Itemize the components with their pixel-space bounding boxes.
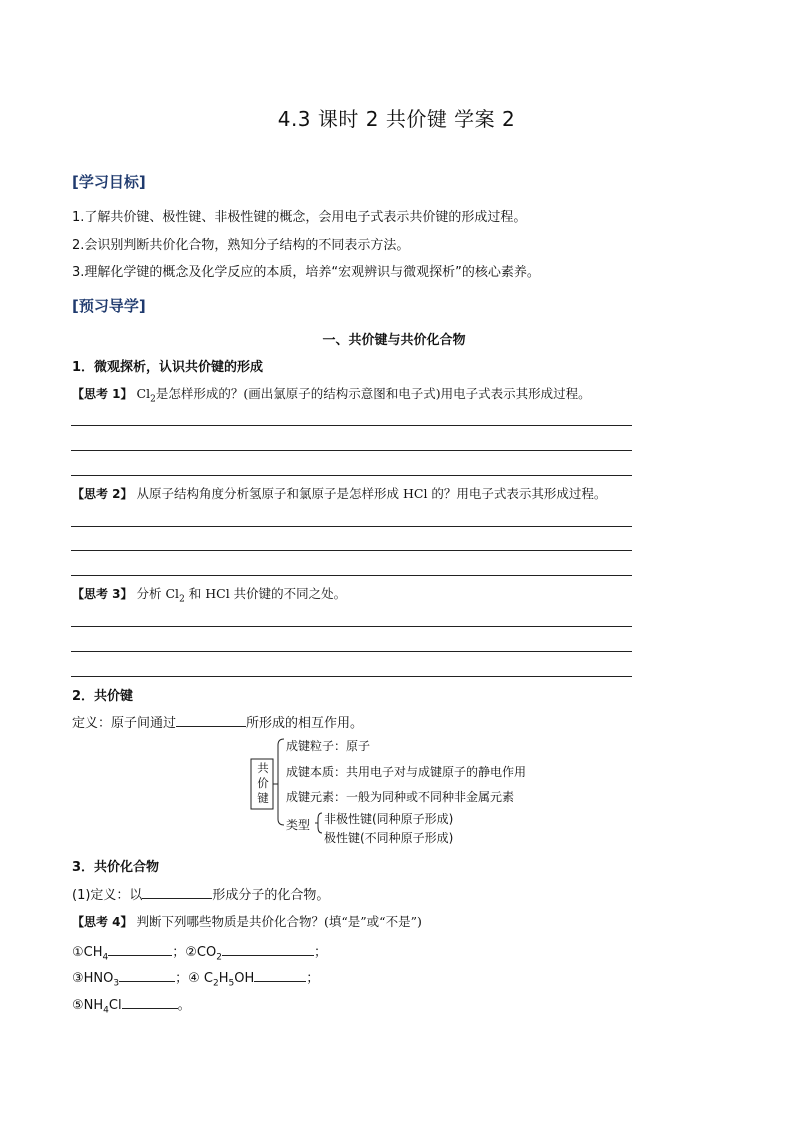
think-2-text: 从原子结构角度分析氢原子和氯原子是怎样形成 HCl 的？用电子式表示其形成过程。: [136, 486, 607, 501]
item-ethanol: ；④ C: [175, 971, 213, 986]
think-3: [72, 584, 346, 605]
objectives-heading: [学习目标]: [72, 173, 146, 191]
answer-line[interactable]: [71, 550, 632, 551]
answer-row-3: [72, 994, 191, 1016]
fill-blank[interactable]: [122, 995, 178, 1009]
diagram-root-char: 键: [257, 791, 269, 805]
think-3-text-b: 和 HCl 共价键的不同之处。: [184, 586, 347, 601]
answer-line[interactable]: [71, 676, 632, 677]
think-3-tag: 【思考 3】: [72, 587, 133, 601]
item-ethanol-sub: 2: [213, 978, 219, 989]
item-hno3-sub: 3: [113, 978, 120, 989]
diagram-type-label: 类型: [286, 818, 311, 832]
separator: ；: [313, 945, 327, 960]
fill-blank[interactable]: [222, 942, 314, 956]
think-1-text-a: Cl: [136, 386, 151, 401]
fill-blank[interactable]: [142, 885, 212, 899]
answer-line[interactable]: [71, 575, 632, 576]
definition-3-a: (1)定义：以: [72, 888, 143, 903]
item-ethanol-h: H: [218, 971, 229, 986]
diagram-row-essence: 成键本质：共用电子对与成键原子的静电作用: [286, 765, 527, 779]
objective-2: 2.会识别判断共价化合物，熟知分子结构的不同表示方法。: [72, 238, 410, 253]
diagram-root: [256, 761, 270, 806]
answer-line[interactable]: [71, 651, 632, 652]
fill-blank[interactable]: [176, 713, 246, 727]
separator: 。: [177, 998, 191, 1013]
objective-1: 1.了解共价键、极性键、非极性键的概念，会用电子式表示共价键的形成过程。: [72, 210, 527, 225]
answer-row-1: [72, 941, 327, 963]
item-nh4cl-sub: 4: [103, 1005, 109, 1016]
fill-blank[interactable]: [108, 942, 172, 956]
think-4-text: 判断下列哪些物质是共价化合物？(填“是”或“不是”): [136, 914, 422, 929]
diagram-root-char: 价: [257, 776, 269, 790]
item-ethanol-oh: OH: [234, 971, 255, 986]
diagram-type-nonpolar: 非极性键(同种原子形成): [324, 812, 454, 826]
diagram-row-particles: 成键粒子：原子: [286, 739, 371, 753]
item-nh4cl-cl: Cl: [108, 998, 122, 1013]
item-co2-sub: 2: [216, 952, 222, 963]
section-title: [0, 329, 793, 348]
answer-line[interactable]: [71, 526, 632, 527]
definition-2: [72, 712, 363, 731]
subheading-3: 3．共价化合物: [72, 860, 160, 875]
item-ch4-sub: 4: [102, 952, 109, 963]
definition-2-a: 定义：原子间通过: [72, 716, 177, 731]
fill-blank[interactable]: [254, 968, 306, 982]
item-nh4cl: ⑤NH: [72, 998, 104, 1013]
think-1-tag: 【思考 1】: [72, 387, 133, 401]
think-4-tag: 【思考 4】: [72, 915, 133, 929]
fill-blank[interactable]: [119, 968, 175, 982]
think-1-text-b: 是怎样形成的？(画出氯原子的结构示意图和电子式)用电子式表示其形成过程。: [155, 386, 591, 401]
think-2: [72, 484, 606, 502]
answer-line[interactable]: [71, 425, 632, 426]
item-ethanol-sub: 5: [228, 978, 235, 989]
item-ch4: ①CH: [72, 945, 103, 960]
separator: ；: [306, 971, 320, 986]
page-title: 4.3 课时 2 共价键 学案 2: [277, 107, 516, 131]
think-4: [72, 912, 422, 930]
answer-line[interactable]: [71, 626, 632, 627]
subheading-1: 1．微观探析，认识共价键的形成: [72, 360, 264, 375]
definition-3: [72, 884, 329, 903]
think-3-sub: 2: [179, 594, 185, 605]
answer-row-2: [72, 967, 319, 989]
objective-3: 3.理解化学键的概念及化学反应的本质，培养“宏观辨识与微观探析”的核心素养。: [72, 265, 540, 280]
think-1-sub: 2: [150, 394, 156, 405]
diagram-row-elements: 成键元素：一般为同种或不同种非金属元素: [286, 790, 515, 804]
covalent-bond-diagram: [248, 733, 548, 848]
diagram-type-polar: 极性键(不同种原子形成): [324, 831, 454, 845]
diagram-root-char: 共: [257, 761, 269, 775]
item-hno3: ③HNO: [72, 971, 114, 986]
definition-3-b: 形成分子的化合物。: [212, 888, 330, 903]
preview-heading: [预习导学]: [72, 297, 146, 315]
section-title-text: 一、共价键与共价化合物: [322, 333, 466, 348]
item-co2: ；②CO: [172, 945, 217, 960]
think-1: [72, 384, 591, 405]
answer-line[interactable]: [71, 450, 632, 451]
think-2-tag: 【思考 2】: [72, 487, 133, 501]
definition-2-b: 所形成的相互作用。: [246, 716, 364, 731]
think-3-text-a: 分析 Cl: [136, 586, 180, 601]
subheading-2: 2．共价键: [72, 689, 134, 704]
answer-line[interactable]: [71, 475, 632, 476]
